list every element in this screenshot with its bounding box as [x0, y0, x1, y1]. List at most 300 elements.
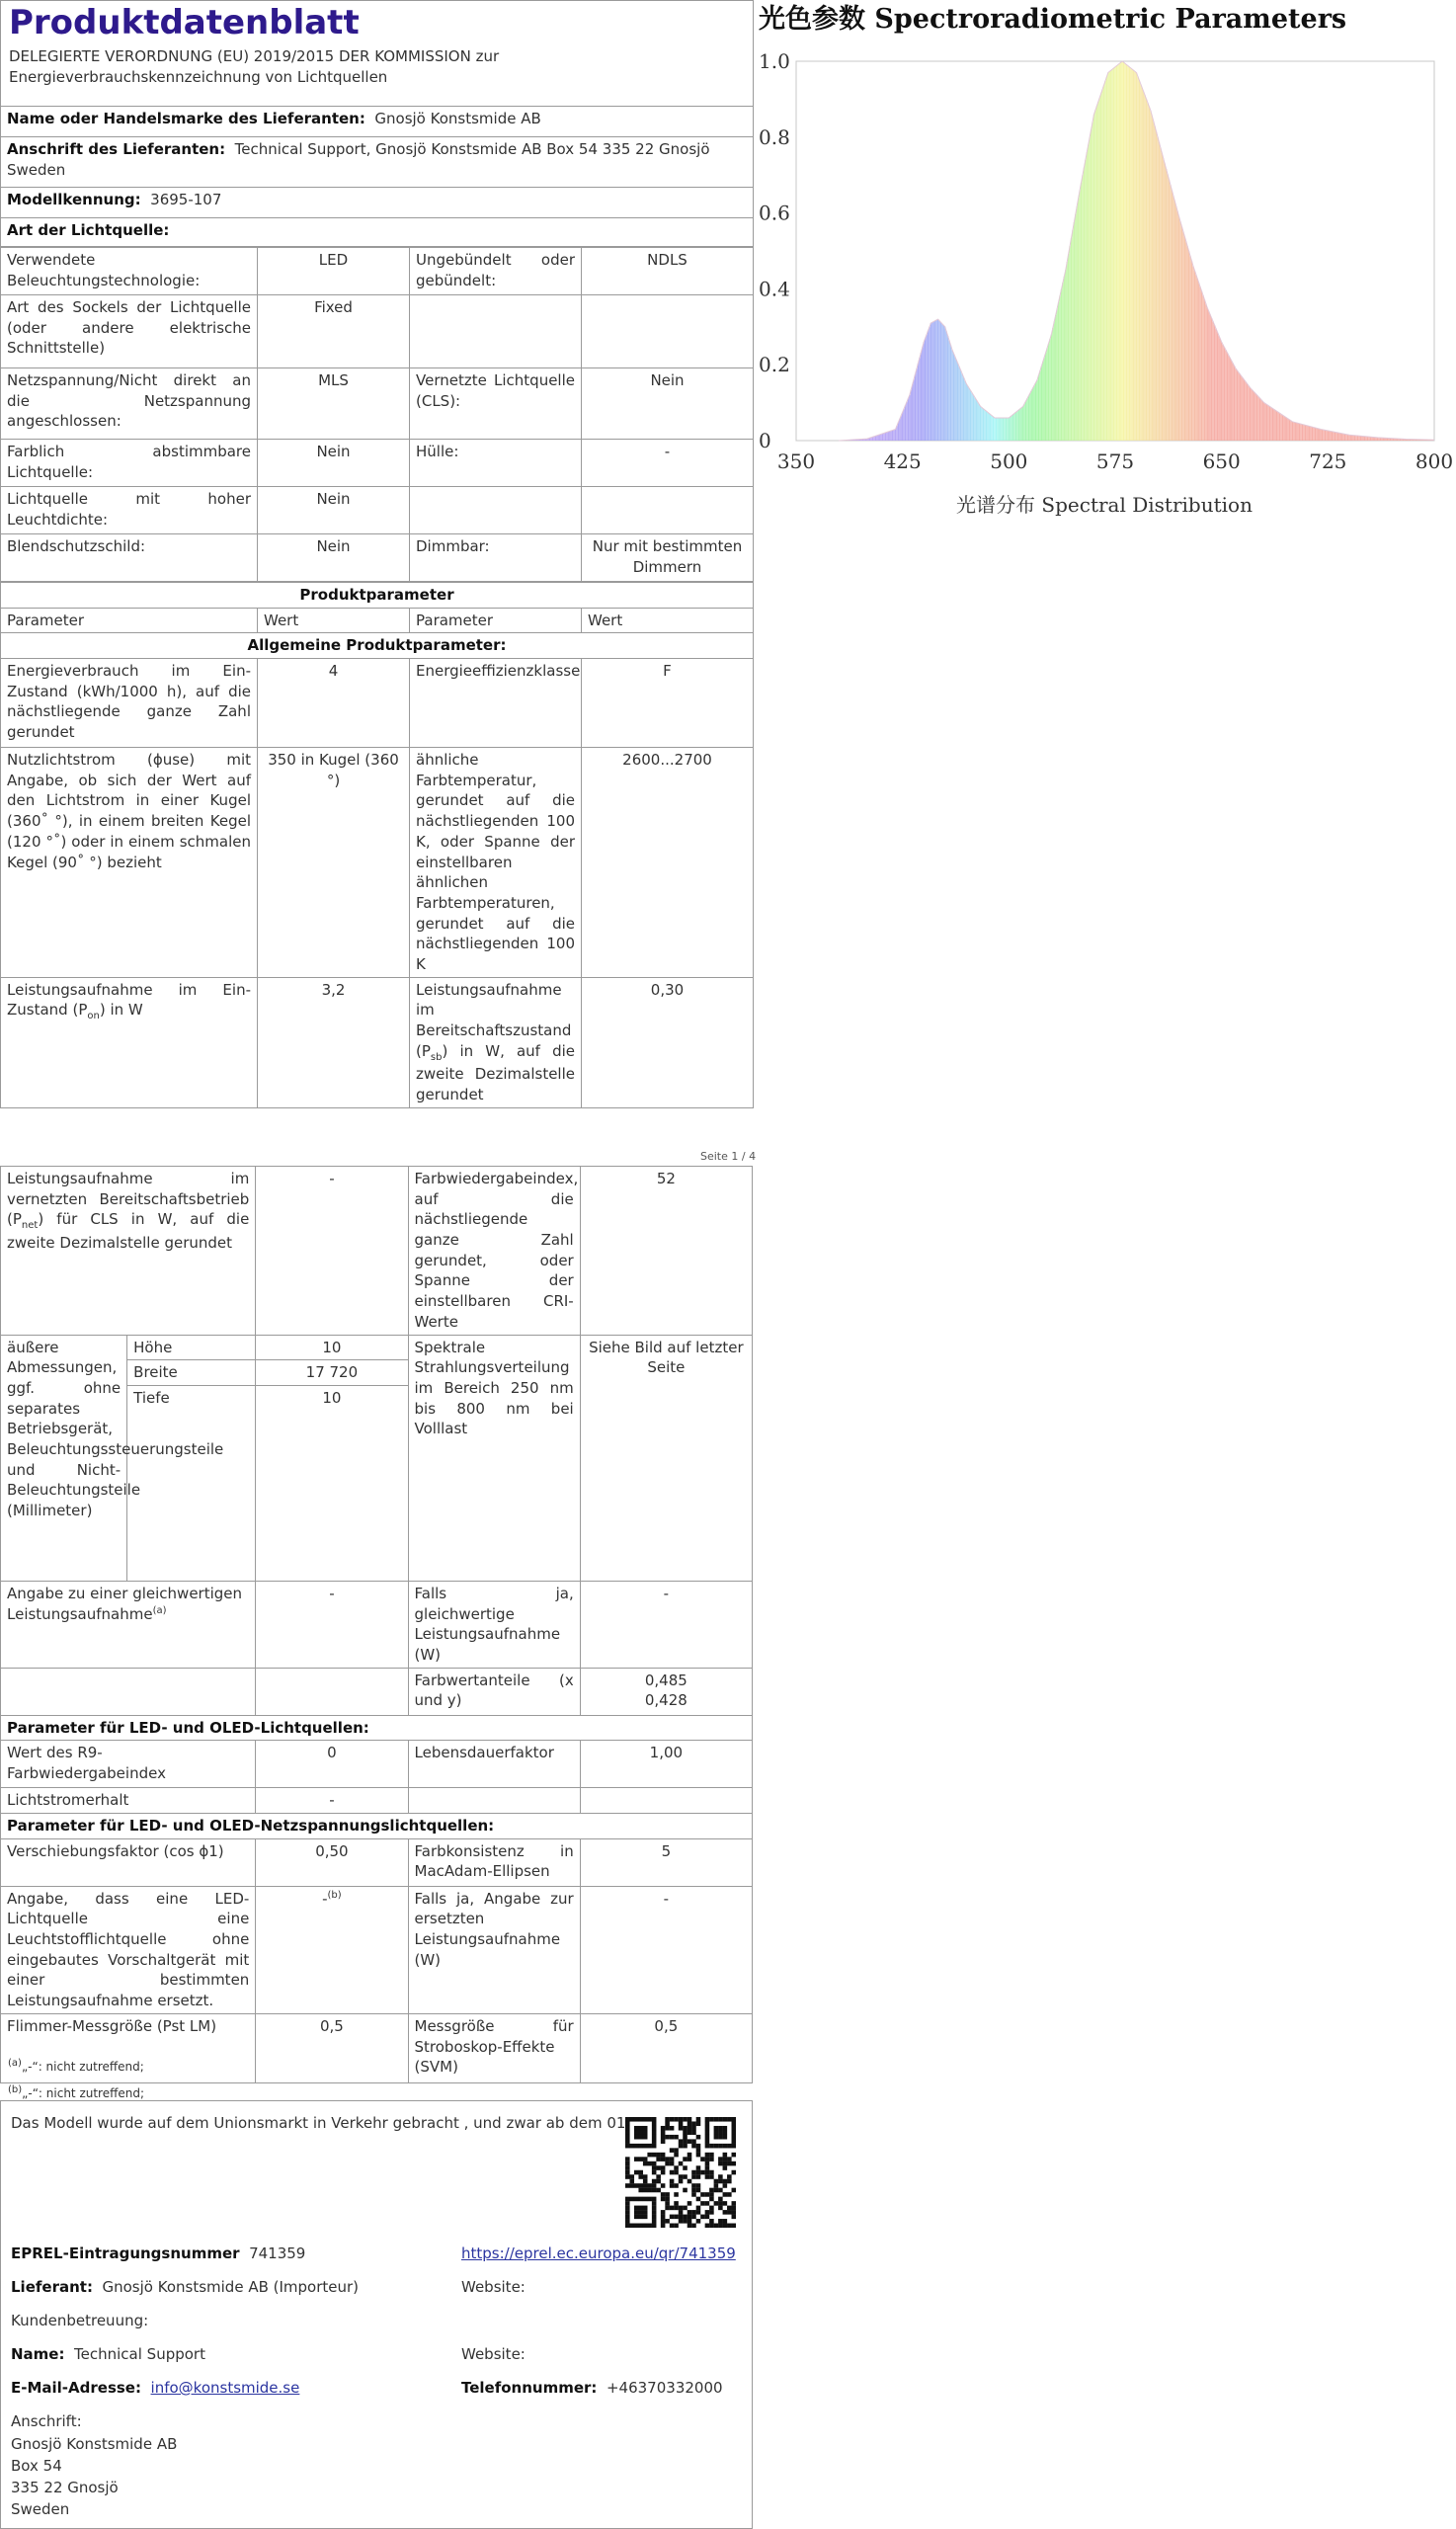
pnet-label: Leistungsaufnahme im vernetzten Bereitschaftsbetrieb $(P_{net})$ für CLS in W, auf die zweite Dezimalstelle gerundet — [1, 1167, 256, 1336]
qr-module — [643, 2117, 648, 2122]
qr-module — [696, 2206, 701, 2211]
qr-module — [647, 2117, 652, 2122]
y-tick-label: 0.8 — [759, 124, 790, 149]
qr-module — [732, 2130, 736, 2135]
qr-module — [688, 2215, 692, 2220]
qr-module — [661, 2224, 666, 2228]
params-heading: Produktparameter — [1, 583, 754, 609]
qr-module — [661, 2210, 666, 2215]
qr-module — [674, 2201, 679, 2206]
qr-module — [714, 2135, 719, 2140]
qr-module — [670, 2224, 675, 2228]
qr-module — [732, 2210, 736, 2215]
qr-module — [634, 2197, 639, 2202]
qr-module — [661, 2215, 666, 2220]
qr-module — [652, 2179, 657, 2184]
qr-module — [723, 2162, 728, 2166]
qr-module — [705, 2144, 710, 2149]
qr-module — [696, 2153, 701, 2158]
chart-title: 光色参数 Spectroradiometric Parameters — [759, 4, 1347, 35]
ls-label-2: Dimmbar: — [410, 534, 582, 582]
qr-module — [652, 2121, 657, 2126]
qr-module — [665, 2201, 670, 2206]
qr-module — [670, 2179, 675, 2184]
qr-module — [732, 2188, 736, 2193]
qr-module — [629, 2224, 634, 2228]
qr-module — [670, 2157, 675, 2162]
ls-value-1: Nein — [258, 487, 410, 534]
qr-module — [638, 2130, 643, 2135]
col-param-1: Parameter — [1, 608, 258, 633]
qr-module — [705, 2174, 710, 2179]
qr-module — [723, 2192, 728, 2197]
model-value: 3695-107 — [150, 191, 222, 208]
replace-value: -$^{(b)}$ — [256, 1886, 408, 2013]
qr-module — [705, 2135, 710, 2140]
qr-module — [723, 2165, 728, 2170]
qr-module — [696, 2135, 701, 2140]
qr-module — [691, 2139, 696, 2144]
dimensions-label: äußere Abmessungen, ggf. ohne separates Betriebsgerät, Beleuchtungssteuerungsteile und Nicht-Beleuchtungsteile (Millimeter) — [1, 1335, 127, 1581]
model-row — [1, 188, 754, 218]
r9-value: 0 — [256, 1741, 408, 1788]
qr-module — [705, 2121, 710, 2126]
qr-module — [700, 2192, 705, 2197]
qr-module — [691, 2192, 696, 2197]
qr-module — [714, 2117, 719, 2122]
qr-module — [661, 2192, 666, 2197]
qr-module — [638, 2197, 643, 2202]
qr-module — [709, 2219, 714, 2224]
qr-module — [665, 2157, 670, 2162]
qr-module — [727, 2117, 732, 2122]
qr-module — [652, 2206, 657, 2211]
qr-module — [723, 2130, 728, 2135]
ls-label-2 — [410, 487, 582, 534]
qr-module — [629, 2144, 634, 2149]
qr-module — [638, 2157, 643, 2162]
y-tick-label: 0.2 — [759, 353, 790, 377]
qr-module — [625, 2219, 630, 2224]
lightsource-row — [1, 248, 754, 295]
qr-module — [652, 2215, 657, 2220]
qr-module — [688, 2126, 692, 2131]
eprel-footer — [0, 2100, 753, 2529]
qr-module — [696, 2188, 701, 2193]
eprel-link[interactable]: https://eprel.ec.europa.eu/qr/741359 — [461, 2244, 736, 2262]
qr-module — [696, 2174, 701, 2179]
phone-line: Telefonnummer: +46370332000 — [461, 2379, 723, 2397]
qr-module — [634, 2183, 639, 2188]
qr-module — [709, 2144, 714, 2149]
qr-module — [634, 2117, 639, 2122]
qr-module — [643, 2162, 648, 2166]
qr-module — [629, 2179, 634, 2184]
qr-module — [625, 2165, 630, 2170]
qr-module — [652, 2197, 657, 2202]
ls-label-2: Ungebündelt oder gebündelt: — [410, 248, 582, 295]
qr-module — [661, 2183, 666, 2188]
qr-module — [634, 2215, 639, 2220]
qr-module — [652, 2153, 657, 2158]
qr-module — [723, 2210, 728, 2215]
qr-module — [732, 2153, 736, 2158]
led-heading: Parameter für LED- und OLED-Lichtquellen: — [1, 1715, 753, 1741]
email-line: E-Mail-Adresse: info@konstsmide.se — [11, 2379, 300, 2397]
qr-module — [718, 2126, 723, 2131]
lightsource-row — [1, 534, 754, 582]
qr-module — [679, 2139, 684, 2144]
qr-module — [652, 2165, 657, 2170]
qr-module — [696, 2148, 701, 2153]
y-tick-label: 0.6 — [759, 201, 790, 225]
qr-module — [683, 2144, 688, 2149]
qr-module — [661, 2130, 666, 2135]
psb-label: Leistungsaufnahme im Bereitschaftszustand $(P_{sb})$ in W, auf die zweite Dezimalstelle gerundet — [410, 977, 582, 1107]
flicker-value: 0,5 — [256, 2013, 408, 2082]
qr-module — [718, 2130, 723, 2135]
qr-module — [718, 2197, 723, 2202]
qr-module — [625, 2117, 630, 2122]
qr-module — [718, 2219, 723, 2224]
ls-label-2 — [410, 295, 582, 368]
qr-module — [679, 2121, 684, 2126]
qr-module — [661, 2197, 666, 2202]
qr-module — [643, 2144, 648, 2149]
qr-module — [647, 2162, 652, 2166]
qr-module — [643, 2135, 648, 2140]
qr-module — [718, 2201, 723, 2206]
qr-module — [705, 2210, 710, 2215]
y-tick-label: 1.0 — [759, 49, 790, 73]
supplier-name-row — [1, 107, 754, 137]
ls-label-1: Verwendete Beleuchtungstechnologie: — [1, 248, 258, 295]
qr-module — [700, 2157, 705, 2162]
qr-module — [683, 2188, 688, 2193]
qr-module — [652, 2144, 657, 2149]
qr-module — [665, 2192, 670, 2197]
replace-w-value: - — [580, 1886, 752, 2013]
qr-module — [714, 2130, 719, 2135]
qr-module — [661, 2219, 666, 2224]
qr-module — [705, 2224, 710, 2228]
ls-value-1: Nein — [258, 440, 410, 487]
equiv-w-value: - — [580, 1581, 752, 1668]
qr-module — [691, 2144, 696, 2149]
qr-module — [705, 2117, 710, 2122]
qr-module — [625, 2126, 630, 2131]
ls-value-2: Nur mit bestimmten Dimmern — [582, 534, 754, 582]
qr-module — [665, 2126, 670, 2131]
cct-value: 2600...2700 — [582, 748, 754, 978]
qr-module — [638, 2224, 643, 2228]
qr-module — [700, 2170, 705, 2175]
x-tick-label: 500 — [990, 449, 1028, 473]
qr-module — [696, 2183, 701, 2188]
qr-module — [643, 2224, 648, 2228]
qr-module — [727, 2174, 732, 2179]
strobo-value: 0,5 — [580, 2013, 752, 2082]
strobo-label: Messgröße für Stroboskop-Effekte (SVM) — [408, 2013, 580, 2082]
qr-module — [683, 2174, 688, 2179]
qr-module — [629, 2183, 634, 2188]
address-block — [11, 2433, 177, 2520]
qr-module — [670, 2162, 675, 2166]
qr-module — [688, 2130, 692, 2135]
qr-module — [691, 2188, 696, 2193]
qr-module — [727, 2144, 732, 2149]
qr-module — [679, 2210, 684, 2215]
email-link[interactable]: info@konstsmide.se — [150, 2379, 300, 2397]
qr-module — [709, 2157, 714, 2162]
energy-class-label: Energieeffizienzklasse — [410, 659, 582, 748]
qr-module — [652, 2183, 657, 2188]
qr-module — [696, 2197, 701, 2202]
cos-value: 0,50 — [256, 1838, 408, 1886]
qr-module — [732, 2206, 736, 2211]
qr-module — [679, 2126, 684, 2131]
qr-module — [638, 2215, 643, 2220]
header-table — [0, 0, 754, 247]
qr-module — [732, 2139, 736, 2144]
qr-module — [691, 2121, 696, 2126]
x-tick-label: 575 — [1095, 449, 1135, 473]
qr-module — [625, 2174, 630, 2179]
supplier-address-label: Anschrift des Lieferanten: — [7, 140, 226, 158]
qr-module — [638, 2117, 643, 2122]
qr-module — [705, 2201, 710, 2206]
ls-value-2: Nein — [582, 368, 754, 440]
qr-module — [638, 2174, 643, 2179]
qr-module — [696, 2165, 701, 2170]
customer-service-label: Kundenbetreuung: — [11, 2312, 149, 2329]
qr-module — [683, 2165, 688, 2170]
lightsource-row — [1, 295, 754, 368]
maint-empty-2 — [580, 1788, 752, 1814]
qr-module — [705, 2170, 710, 2175]
chroma-value: 0,485 0,428 — [580, 1668, 752, 1715]
qr-module — [674, 2224, 679, 2228]
market-text: Das Modell wurde auf dem Unionsmarkt in Verkehr gebracht , und zwar ab dem 01 — [11, 2114, 626, 2132]
qr-module — [732, 2135, 736, 2140]
qr-module — [643, 2210, 648, 2215]
qr-module — [705, 2162, 710, 2166]
qr-module — [691, 2130, 696, 2135]
life-label: Lebensdauerfaktor — [408, 1741, 580, 1788]
ls-label-2: Vernetzte Lichtquelle (CLS): — [410, 368, 582, 440]
ls-value-1: MLS — [258, 368, 410, 440]
qr-module — [709, 2192, 714, 2197]
qr-module — [723, 2201, 728, 2206]
qr-module — [656, 2165, 661, 2170]
qr-module — [683, 2117, 688, 2122]
ls-label-1: Farblich abstimmbare Lichtquelle: — [1, 440, 258, 487]
qr-module — [643, 2183, 648, 2188]
qr-module — [709, 2117, 714, 2122]
footnote-b: $^{(b)}$„-“: nicht zutreffend; — [8, 2084, 145, 2100]
ls-label-1: Lichtquelle mit hoher Leuchtdichte: — [1, 487, 258, 534]
ls-value-2 — [582, 295, 754, 368]
energy-class-value: F — [582, 659, 754, 748]
cri-value: 52 — [580, 1167, 752, 1336]
qr-module — [688, 2210, 692, 2215]
qr-module — [696, 2210, 701, 2215]
qr-module — [732, 2224, 736, 2228]
qr-module — [625, 2170, 630, 2175]
qr-module — [661, 2170, 666, 2175]
energy-value: 4 — [258, 659, 410, 748]
qr-module — [691, 2224, 696, 2228]
spectral-chart — [753, 0, 1456, 533]
equiv-w-label: Falls ja, gleichwertige Leistungsaufnahme (W) — [408, 1581, 580, 1668]
qr-module — [718, 2224, 723, 2228]
qr-module — [683, 2130, 688, 2135]
cos-label: Verschiebungsfaktor (cos ϕ1) — [1, 1838, 256, 1886]
qr-module — [705, 2165, 710, 2170]
qr-module — [700, 2201, 705, 2206]
qr-module — [647, 2224, 652, 2228]
qr-module — [727, 2179, 732, 2184]
supplier-address-row — [1, 137, 754, 188]
eprel-number: EPREL-Eintragungsnummer 741359 — [11, 2244, 306, 2262]
ls-value-2 — [582, 487, 754, 534]
qr-module — [674, 2170, 679, 2175]
qr-module — [714, 2188, 719, 2193]
pnet-value: - — [256, 1167, 408, 1336]
qr-module — [625, 2183, 630, 2188]
ls-value-1: Nein — [258, 534, 410, 582]
lightsource-row — [1, 440, 754, 487]
qr-module — [656, 2188, 661, 2193]
qr-module — [634, 2135, 639, 2140]
qr-module — [643, 2126, 648, 2131]
qr-module — [638, 2170, 643, 2175]
qr-module — [652, 2117, 657, 2122]
qr-module — [727, 2162, 732, 2166]
height-label: Höhe — [127, 1335, 256, 1360]
ls-label-1: Netzspannung/Nicht direkt an die Netzspannung angeschlossen: — [1, 368, 258, 440]
maint-empty-1 — [408, 1788, 580, 1814]
ls-value-2: NDLS — [582, 248, 754, 295]
supplier-line: Lieferant: Gnosjö Konstsmide AB (Importeur) — [11, 2278, 360, 2296]
width-label: Breite — [127, 1360, 256, 1386]
qr-module — [718, 2188, 723, 2193]
qr-module — [700, 2215, 705, 2220]
qr-module — [683, 2126, 688, 2131]
address-label: Anschrift: — [11, 2412, 82, 2430]
qr-module — [723, 2219, 728, 2224]
qr-module — [647, 2144, 652, 2149]
qr-module — [714, 2224, 719, 2228]
qr-module — [665, 2197, 670, 2202]
qr-module — [718, 2135, 723, 2140]
qr-module — [638, 2206, 643, 2211]
qr-module — [652, 2170, 657, 2175]
qr-module — [674, 2148, 679, 2153]
qr-module — [688, 2224, 692, 2228]
supplier-address-value: Technical Support, Gnosjö Konstsmide AB Box 54 335 22 Gnosjö Sweden — [7, 140, 710, 179]
qr-module — [656, 2174, 661, 2179]
qr-module — [727, 2157, 732, 2162]
qr-module — [705, 2126, 710, 2131]
life-value: 1,00 — [580, 1741, 752, 1788]
qr-module — [727, 2210, 732, 2215]
qr-module — [670, 2183, 675, 2188]
qr-module — [634, 2130, 639, 2135]
qr-module — [661, 2157, 666, 2162]
address-line: Box 54 — [11, 2457, 62, 2475]
qr-module — [691, 2210, 696, 2215]
qr-module — [629, 2174, 634, 2179]
qr-module — [634, 2224, 639, 2228]
qr-module — [643, 2197, 648, 2202]
page-number: Seite 1 / 4 — [700, 1150, 757, 1163]
qr-module — [625, 2224, 630, 2228]
qr-module — [718, 2206, 723, 2211]
qr-module — [679, 2117, 684, 2122]
qr-module — [714, 2201, 719, 2206]
qr-module — [656, 2179, 661, 2184]
qr-module — [688, 2219, 692, 2224]
qr-module — [625, 2215, 630, 2220]
r9-label: Wert des R9-Farbwiedergabeindex — [1, 1741, 256, 1788]
qr-module — [652, 2162, 657, 2166]
qr-module — [718, 2117, 723, 2122]
qr-module — [732, 2162, 736, 2166]
chroma-empty-1 — [1, 1668, 256, 1715]
qr-module — [643, 2174, 648, 2179]
x-tick-label: 650 — [1202, 449, 1241, 473]
qr-module — [705, 2192, 710, 2197]
qr-module — [727, 2192, 732, 2197]
ls-value-2: - — [582, 440, 754, 487]
qr-module — [709, 2210, 714, 2215]
qr-module — [647, 2188, 652, 2193]
flux-value: 350 in Kugel (360 °) — [258, 748, 410, 978]
qr-module — [714, 2126, 719, 2131]
qr-module — [705, 2130, 710, 2135]
qr-module — [643, 2130, 648, 2135]
general-params-heading: Allgemeine Produktparameter: — [1, 633, 754, 659]
qr-module — [665, 2162, 670, 2166]
qr-module — [691, 2170, 696, 2175]
footnotes — [8, 2052, 144, 2105]
pon-label: Leistungsaufnahme im Ein-Zustand $(P_{on})$ in W — [1, 977, 258, 1107]
lightsource-row — [1, 487, 754, 534]
address-line: 335 22 Gnosjö — [11, 2479, 119, 2496]
ls-label-1: Blendschutzschild: — [1, 534, 258, 582]
qr-module — [723, 2183, 728, 2188]
qr-module — [705, 2215, 710, 2220]
col-param-2: Parameter — [410, 608, 582, 633]
ls-label-1: Art des Sockels der Lichtquelle (oder andere elektrische Schnittstelle) — [1, 295, 258, 368]
qr-module — [723, 2153, 728, 2158]
qr-module — [643, 2206, 648, 2211]
page2-params-table — [0, 1166, 753, 2083]
qr-code-icon[interactable] — [625, 2117, 736, 2228]
qr-module — [647, 2197, 652, 2202]
website-label: Website: — [461, 2278, 526, 2296]
qr-module — [709, 2170, 714, 2175]
qr-module — [723, 2126, 728, 2131]
qr-module — [723, 2144, 728, 2149]
qr-module — [709, 2174, 714, 2179]
qr-module — [674, 2183, 679, 2188]
x-tick-label: 725 — [1309, 449, 1347, 473]
qr-module — [652, 2224, 657, 2228]
qr-module — [625, 2157, 630, 2162]
qr-module — [683, 2215, 688, 2220]
